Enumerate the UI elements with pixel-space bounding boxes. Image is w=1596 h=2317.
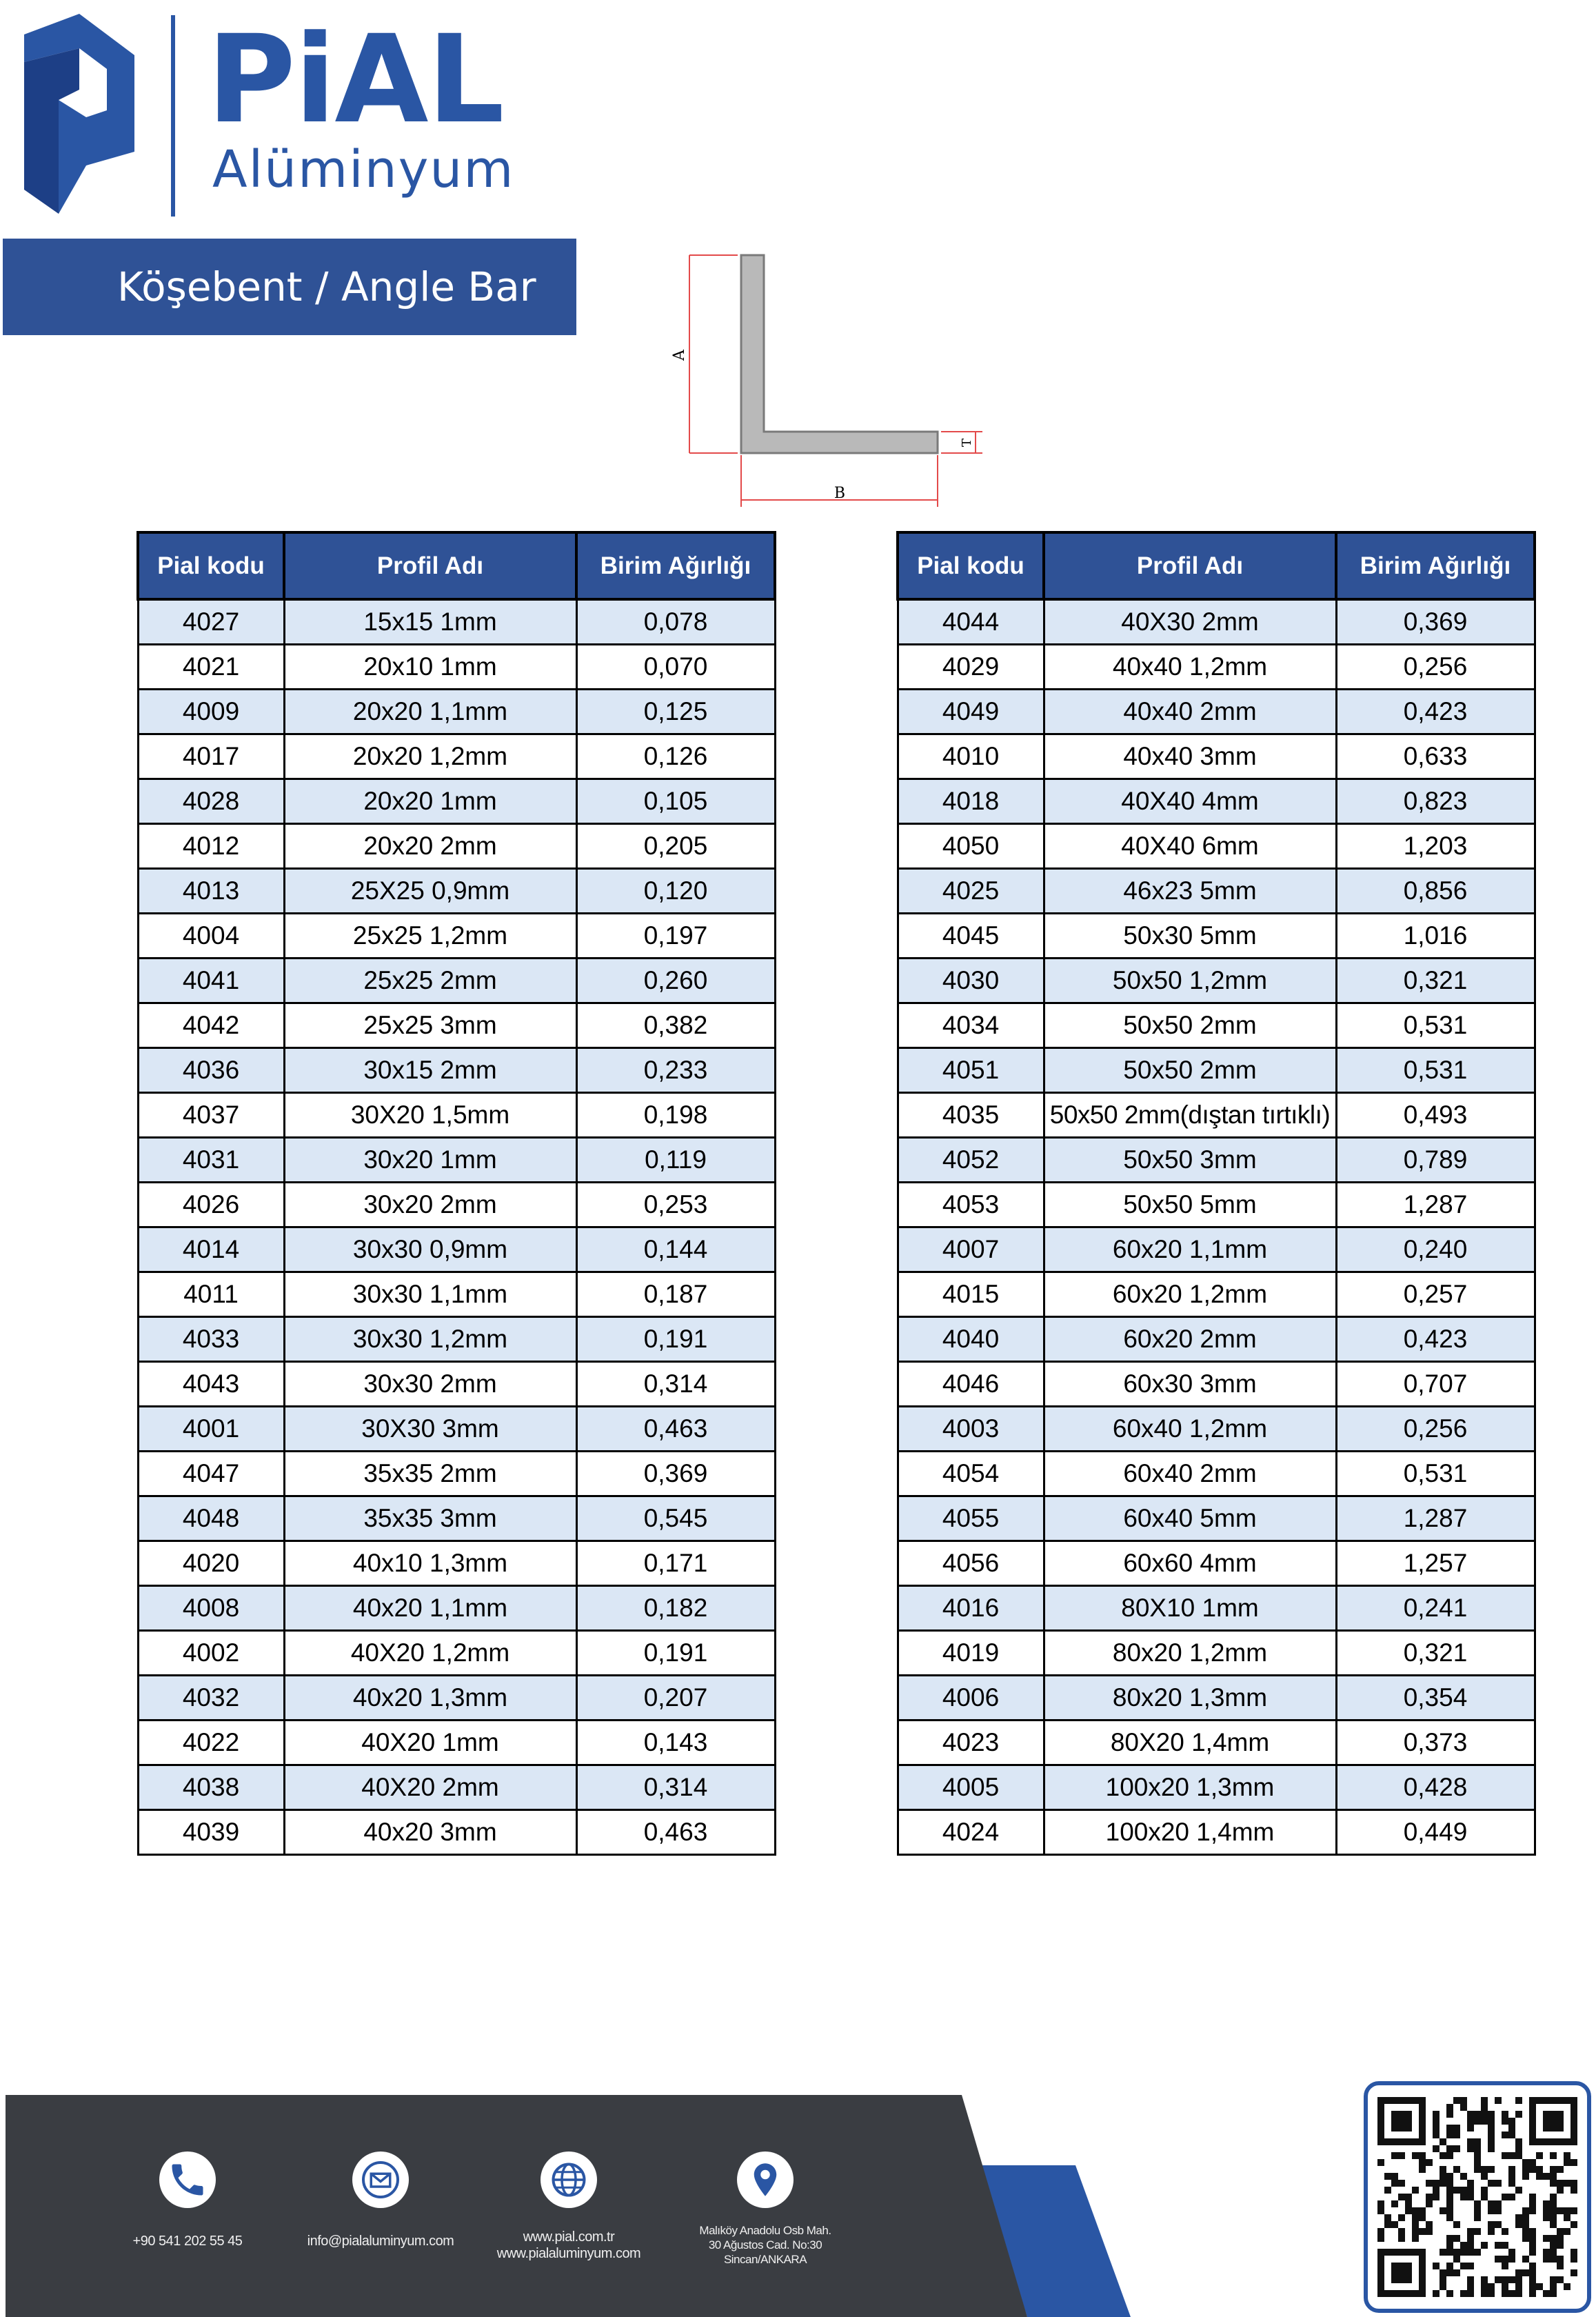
cell-unit-weight: 0,449 [1336,1810,1535,1855]
mail-icon [352,2152,409,2208]
cell-code: 4025 [898,869,1044,914]
cell-unit-weight: 0,198 [576,1093,775,1138]
table-row [898,779,1535,824]
address-line-3: Sincan/ANKARA [723,2253,807,2266]
contact-email[interactable] [277,2152,484,2249]
cell-code: 4042 [138,1003,284,1048]
cell-profile-name: 30x20 2mm [284,1183,576,1227]
cell-unit-weight: 0,070 [576,645,775,690]
cell-profile-name: 30x30 1,2mm [284,1317,576,1362]
pial-logo-mark-icon [21,7,138,214]
cell-code: 4010 [898,734,1044,779]
cell-profile-name: 40X20 1mm [284,1721,576,1765]
table-row [138,1631,775,1676]
cell-profile-name: 50x50 5mm [1044,1183,1336,1227]
table-row [898,1407,1535,1452]
cell-unit-weight: 0,531 [1336,1048,1535,1093]
cell-profile-name: 35x35 3mm [284,1496,576,1541]
table-row [138,690,775,734]
cell-profile-name: 80x20 1,3mm [1044,1676,1336,1721]
qr-code[interactable] [1364,2081,1591,2313]
cell-code: 4005 [898,1765,1044,1810]
cell-unit-weight: 0,256 [1336,645,1535,690]
cell-code: 4044 [898,599,1044,645]
table-row [138,1676,775,1721]
column-header-weight: Birim Ağırlığı [1336,532,1535,599]
pial-logo [21,7,531,214]
table-row [138,869,775,914]
cell-unit-weight: 0,144 [576,1227,775,1272]
cell-unit-weight: 0,321 [1336,959,1535,1003]
table-row [138,599,775,645]
cell-unit-weight: 1,257 [1336,1541,1535,1586]
table-row [138,1541,775,1586]
table-row [138,1810,775,1855]
cell-code: 4038 [138,1765,284,1810]
table-row [898,914,1535,959]
cell-code: 4050 [898,824,1044,869]
cell-code: 4019 [898,1631,1044,1676]
table-header-row [898,532,1535,599]
cell-code: 4037 [138,1093,284,1138]
cell-code: 4054 [898,1452,1044,1496]
cell-profile-name: 20x20 2mm [284,824,576,869]
cell-profile-name: 30x20 1mm [284,1138,576,1183]
cell-unit-weight: 0,207 [576,1676,775,1721]
cell-profile-name: 40x40 2mm [1044,690,1336,734]
cell-profile-name: 60x20 2mm [1044,1317,1336,1362]
cell-code: 4023 [898,1721,1044,1765]
cell-profile-name: 50x50 1,2mm [1044,959,1336,1003]
cell-code: 4046 [898,1362,1044,1407]
cell-profile-name: 50x50 2mm [1044,1003,1336,1048]
cell-unit-weight: 0,205 [576,824,775,869]
table-row [898,1093,1535,1138]
table-row [898,1317,1535,1362]
cell-unit-weight: 0,171 [576,1541,775,1586]
table-row [898,599,1535,645]
cell-code: 4035 [898,1093,1044,1138]
cell-profile-name: 60x60 4mm [1044,1541,1336,1586]
cell-unit-weight: 0,856 [1336,869,1535,914]
cell-unit-weight: 0,119 [576,1138,775,1183]
cell-unit-weight: 0,078 [576,599,775,645]
cell-code: 4011 [138,1272,284,1317]
cell-unit-weight: 0,423 [1336,1317,1535,1362]
cell-profile-name: 30X30 3mm [284,1407,576,1452]
cell-unit-weight: 0,253 [576,1183,775,1227]
cell-code: 4001 [138,1407,284,1452]
table-row [898,1003,1535,1048]
cell-profile-name: 40X40 4mm [1044,779,1336,824]
cell-unit-weight: 0,531 [1336,1452,1535,1496]
cell-profile-name: 60x30 3mm [1044,1362,1336,1407]
website-1: www.pial.com.tr [523,2229,615,2245]
cell-profile-name: 40x10 1,3mm [284,1541,576,1586]
table-row [138,1362,775,1407]
cell-code: 4030 [898,959,1044,1003]
cell-code: 4017 [138,734,284,779]
cell-code: 4013 [138,869,284,914]
angle-bar-table-right [896,531,1536,1856]
contact-web[interactable] [465,2152,672,2262]
cell-profile-name: 30X20 1,5mm [284,1093,576,1138]
cell-code: 4003 [898,1407,1044,1452]
cell-unit-weight: 0,314 [576,1765,775,1810]
cell-code: 4040 [898,1317,1044,1362]
table-row [898,1048,1535,1093]
table-row [138,1586,775,1631]
cell-unit-weight: 0,382 [576,1003,775,1048]
title-banner [3,239,576,335]
cell-profile-name: 40x40 1,2mm [1044,645,1336,690]
cell-code: 4056 [898,1541,1044,1586]
cell-unit-weight: 0,260 [576,959,775,1003]
table-header-row [138,532,775,599]
cell-profile-name: 40X40 6mm [1044,824,1336,869]
table-row [138,824,775,869]
dimension-b-label: B [834,485,846,502]
cell-profile-name: 50x50 2mm(dıştan tırtıklı) [1044,1093,1336,1138]
table-row [138,1765,775,1810]
cell-profile-name: 60x20 1,2mm [1044,1272,1336,1317]
cell-profile-name: 60x40 1,2mm [1044,1407,1336,1452]
cell-code: 4008 [138,1586,284,1631]
cell-profile-name: 20x20 1mm [284,779,576,824]
cell-unit-weight: 0,125 [576,690,775,734]
cell-code: 4045 [898,914,1044,959]
table-row [898,690,1535,734]
cell-profile-name: 60x40 2mm [1044,1452,1336,1496]
dimension-t-label: T [960,438,974,448]
cell-profile-name: 40X20 2mm [284,1765,576,1810]
cell-profile-name: 40x20 3mm [284,1810,576,1855]
cell-profile-name: 50x30 5mm [1044,914,1336,959]
cell-profile-name: 30x30 0,9mm [284,1227,576,1272]
table-row [138,734,775,779]
cell-unit-weight: 0,463 [576,1407,775,1452]
cell-code: 4028 [138,779,284,824]
cell-profile-name: 50x50 2mm [1044,1048,1336,1093]
website-2: www.pialaluminyum.com [496,2246,641,2261]
cell-profile-name: 40x20 1,1mm [284,1586,576,1631]
cell-profile-name: 25X25 0,9mm [284,869,576,914]
cell-code: 4047 [138,1452,284,1496]
cell-unit-weight: 0,187 [576,1272,775,1317]
angle-bar-table-left [137,531,776,1856]
cell-unit-weight: 0,191 [576,1631,775,1676]
table-row [138,1272,775,1317]
cell-code: 4033 [138,1317,284,1362]
dimension-a-label: A [671,350,688,361]
cell-profile-name: 40x20 1,3mm [284,1676,576,1721]
column-header-code: Pial kodu [138,532,284,599]
cell-code: 4026 [138,1183,284,1227]
qr-code-icon [1377,2095,1577,2299]
cell-code: 4036 [138,1048,284,1093]
cell-unit-weight: 0,633 [1336,734,1535,779]
column-header-name: Profil Adı [1044,532,1336,599]
cell-code: 4016 [898,1586,1044,1631]
cell-code: 4014 [138,1227,284,1272]
cell-unit-weight: 0,369 [576,1452,775,1496]
table-row [898,1138,1535,1183]
cell-unit-weight: 0,241 [1336,1586,1535,1631]
cell-profile-name: 40x40 3mm [1044,734,1336,779]
table-row [138,1407,775,1452]
cell-code: 4031 [138,1138,284,1183]
cell-unit-weight: 0,257 [1336,1272,1535,1317]
cell-code: 4022 [138,1721,284,1765]
cell-profile-name: 100x20 1,4mm [1044,1810,1336,1855]
cell-unit-weight: 0,707 [1336,1362,1535,1407]
table-row [138,1227,775,1272]
table-row [898,734,1535,779]
cell-code: 4034 [898,1003,1044,1048]
cell-code: 4048 [138,1496,284,1541]
cell-profile-name: 20x10 1mm [284,645,576,690]
cell-code: 4041 [138,959,284,1003]
cell-code: 4029 [898,645,1044,690]
cell-code: 4051 [898,1048,1044,1093]
page-title: Köşebent / Angle Bar [117,263,536,310]
cell-profile-name: 30x15 2mm [284,1048,576,1093]
column-header-name: Profil Adı [284,532,576,599]
table-row [138,1721,775,1765]
table-row [898,1541,1535,1586]
cell-code: 4007 [898,1227,1044,1272]
cell-code: 4015 [898,1272,1044,1317]
table-row [898,959,1535,1003]
table-row [138,779,775,824]
cell-profile-name: 35x35 2mm [284,1452,576,1496]
table-row [138,1138,775,1183]
cell-unit-weight: 1,016 [1336,914,1535,959]
contact-footer [0,2089,1351,2317]
table-row [898,1272,1535,1317]
cell-profile-name: 25x25 2mm [284,959,576,1003]
cell-unit-weight: 0,143 [576,1721,775,1765]
cell-unit-weight: 0,423 [1336,690,1535,734]
cell-profile-name: 20x20 1,1mm [284,690,576,734]
cell-unit-weight: 0,105 [576,779,775,824]
cell-profile-name: 25x25 3mm [284,1003,576,1048]
cell-profile-name: 80X10 1mm [1044,1586,1336,1631]
brand-subtitle: Alüminyum [212,140,515,199]
cell-profile-name: 40X30 2mm [1044,599,1336,645]
cell-code: 4024 [898,1810,1044,1855]
table-row [898,1765,1535,1810]
cell-unit-weight: 0,493 [1336,1093,1535,1138]
table-row [898,1586,1535,1631]
cell-unit-weight: 1,287 [1336,1183,1535,1227]
table-row [898,1676,1535,1721]
cell-code: 4039 [138,1810,284,1855]
table-row [138,959,775,1003]
cell-unit-weight: 0,823 [1336,779,1535,824]
cell-profile-name: 100x20 1,3mm [1044,1765,1336,1810]
table-row [138,1496,775,1541]
table-row [138,1093,775,1138]
cell-profile-name: 25x25 1,2mm [284,914,576,959]
cell-code: 4021 [138,645,284,690]
location-icon [737,2152,794,2208]
cell-unit-weight: 0,182 [576,1586,775,1631]
cell-code: 4012 [138,824,284,869]
table-row [898,1362,1535,1407]
cell-unit-weight: 0,369 [1336,599,1535,645]
table-row [898,1183,1535,1227]
table-row [138,1183,775,1227]
cell-profile-name: 46x23 5mm [1044,869,1336,914]
contact-address [662,2152,869,2267]
cell-code: 4055 [898,1496,1044,1541]
brand-name: PiAL [207,9,503,150]
table-row [138,1048,775,1093]
cell-unit-weight: 0,126 [576,734,775,779]
cell-code: 4004 [138,914,284,959]
cell-unit-weight: 0,321 [1336,1631,1535,1676]
table-row [898,1721,1535,1765]
table-row [898,1452,1535,1496]
cell-profile-name: 30x30 2mm [284,1362,576,1407]
table-row [898,1631,1535,1676]
cell-unit-weight: 0,463 [576,1810,775,1855]
table-row [898,645,1535,690]
address-line-1: Malıköy Anadolu Osb Mah. [699,2224,831,2237]
table-row [138,914,775,959]
cell-code: 4032 [138,1676,284,1721]
cell-profile-name: 60x40 5mm [1044,1496,1336,1541]
cell-profile-name: 80x20 1,2mm [1044,1631,1336,1676]
cell-unit-weight: 0,789 [1336,1138,1535,1183]
address-line-2: 30 Ağustos Cad. No:30 [708,2238,822,2251]
angle-bar-diagram [662,241,1007,517]
logo-divider [171,15,175,217]
table-row [898,1810,1535,1855]
phone-number: +90 541 202 55 45 [132,2234,243,2249]
cell-unit-weight: 1,203 [1336,824,1535,869]
cell-code: 4049 [898,690,1044,734]
table-row [898,1496,1535,1541]
table-row [138,1452,775,1496]
cell-unit-weight: 0,120 [576,869,775,914]
contact-phone[interactable] [84,2152,291,2249]
table-row [138,645,775,690]
table-row [138,1003,775,1048]
cell-code: 4020 [138,1541,284,1586]
cell-profile-name: 60x20 1,1mm [1044,1227,1336,1272]
table-row [898,824,1535,869]
cell-unit-weight: 0,197 [576,914,775,959]
cell-unit-weight: 0,240 [1336,1227,1535,1272]
cell-code: 4027 [138,599,284,645]
cell-profile-name: 40X20 1,2mm [284,1631,576,1676]
table-row [898,1227,1535,1272]
cell-profile-name: 20x20 1,2mm [284,734,576,779]
cell-unit-weight: 0,233 [576,1048,775,1093]
cell-profile-name: 15x15 1mm [284,599,576,645]
table-row [898,869,1535,914]
cell-unit-weight: 0,354 [1336,1676,1535,1721]
cell-code: 4053 [898,1183,1044,1227]
cell-profile-name: 50x50 3mm [1044,1138,1336,1183]
cell-unit-weight: 0,191 [576,1317,775,1362]
cell-profile-name: 30x30 1,1mm [284,1272,576,1317]
cell-code: 4002 [138,1631,284,1676]
cell-code: 4052 [898,1138,1044,1183]
table-row [138,1317,775,1362]
cell-code: 4009 [138,690,284,734]
cell-unit-weight: 0,314 [576,1362,775,1407]
cell-unit-weight: 0,373 [1336,1721,1535,1765]
column-header-weight: Birim Ağırlığı [576,532,775,599]
globe-icon [541,2152,597,2208]
cell-code: 4018 [898,779,1044,824]
cell-unit-weight: 0,428 [1336,1765,1535,1810]
email-address: info@pialaluminyum.com [307,2234,454,2249]
phone-icon [159,2152,216,2208]
cell-unit-weight: 0,531 [1336,1003,1535,1048]
cell-unit-weight: 0,256 [1336,1407,1535,1452]
cell-code: 4006 [898,1676,1044,1721]
column-header-code: Pial kodu [898,532,1044,599]
cell-unit-weight: 1,287 [1336,1496,1535,1541]
cell-profile-name: 80X20 1,4mm [1044,1721,1336,1765]
cell-code: 4043 [138,1362,284,1407]
cell-unit-weight: 0,545 [576,1496,775,1541]
